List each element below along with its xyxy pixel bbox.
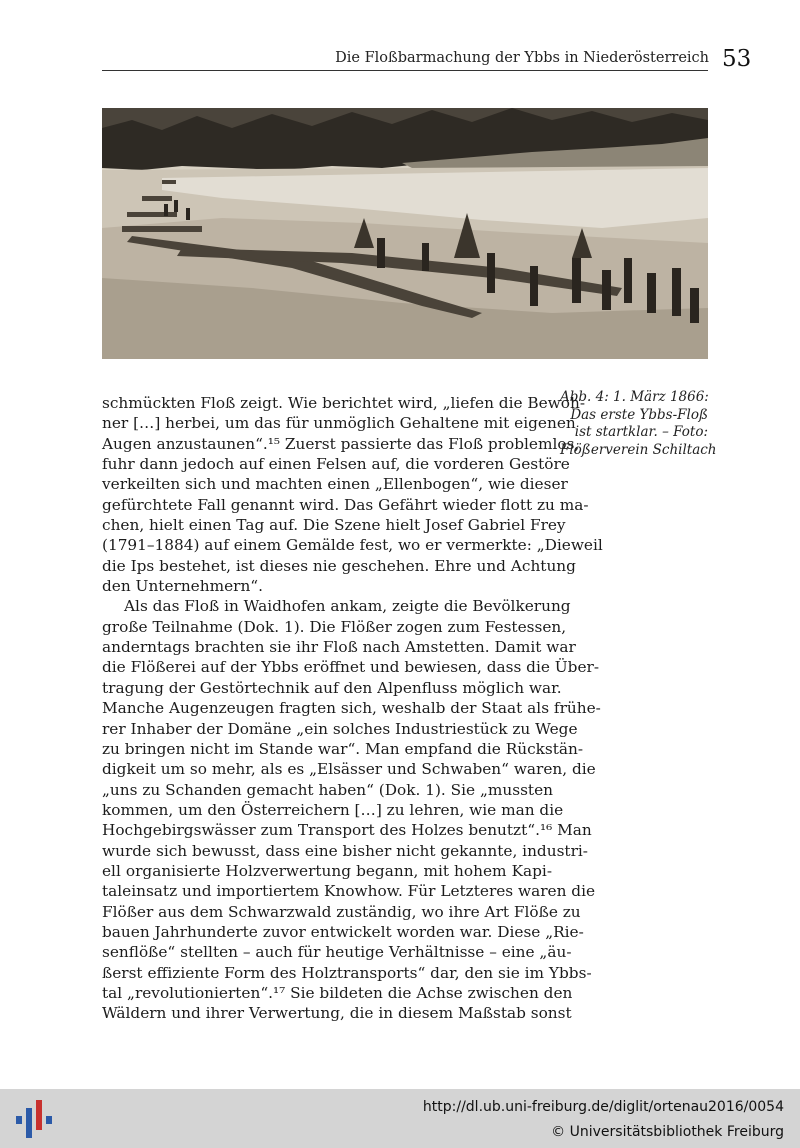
text-line: den Unternehmern“.	[102, 577, 263, 596]
caption-line: Abb. 4: 1. März 1866:	[560, 389, 709, 405]
body-text	[102, 393, 603, 1024]
text-line: digkeit um so mehr, als es „Elsässer und Schwaben“ waren, die	[102, 760, 596, 779]
text-line: ell organisierte Holzverwertung begann, mit hohem Kapi-	[102, 861, 552, 880]
caption-line: Flößerverein Schiltach	[560, 441, 717, 458]
text-line: zu bringen nicht im Stande war“. Man empfand die Rückstän-	[102, 739, 584, 758]
historical-raft-photo	[102, 108, 708, 359]
page-number: 53	[722, 46, 752, 72]
header-rule	[102, 70, 708, 71]
library-logo-icon	[14, 1100, 52, 1144]
text-line: „uns zu Schanden gemacht haben“ (Dok. 1). Sie „mussten	[102, 780, 553, 799]
text-line: tal „revolutionierten“.¹⁷ Sie bildeten die Achse zwischen den	[102, 983, 573, 1002]
text-line: verkeilten sich und machten einen „Ellenbogen“, wie dieser	[102, 475, 568, 494]
text-line: wurde sich bewusst, dass eine bisher nicht gekannte, industri-	[102, 841, 588, 860]
text-line: große Teilnahme (Dok. 1). Die Flößer zogen zum Festessen,	[102, 617, 567, 636]
text-line: ner […] herbei, um das für unmöglich Gehaltene mit eigenen	[102, 414, 576, 433]
text-line: die Ips bestehet, ist dieses nie geschehen. Ehre und Achtung	[102, 556, 576, 575]
text-line: die Flößerei auf der Ybbs eröffnet und bewiesen, dass die Über-	[102, 658, 599, 677]
footer-copyright: © Universitätsbibliothek Freiburg	[551, 1124, 784, 1140]
caption-line: Das erste Ybbs-Floß	[570, 406, 708, 423]
caption-line: ist startklar. – Foto:	[574, 424, 708, 440]
text-line: gefürchtete Fall genannt wird. Das Gefährt wieder flott zu ma-	[102, 495, 589, 514]
text-line: rer Inhaber der Domäne „ein solches Industriestück zu Wege	[102, 719, 578, 738]
text-line: ßerst effiziente Form des Holztransports“ dar, den sie im Ybbs-	[102, 963, 592, 982]
text-line: anderntags brachten sie ihr Floß nach Amstetten. Damit war	[102, 638, 576, 657]
text-line: taleinsatz und importiertem Knowhow. Für Letzteres waren die	[102, 882, 596, 901]
text-line: Manche Augenzeugen fragten sich, weshalb der Staat als frühe-	[102, 699, 601, 718]
text-line: chen, hielt einen Tag auf. Die Szene hielt Josef Gabriel Frey	[102, 516, 566, 535]
text-line: Als das Floß in Waidhofen ankam, zeigte die Bevölkerung	[124, 597, 571, 616]
footer-url-link[interactable]: http://dl.ub.uni-freiburg.de/diglit/ortenau2016/0054	[422, 1099, 784, 1115]
running-header-title: Die Floßbarmachung der Ybbs in Niederösterreich	[335, 50, 709, 66]
text-line: kommen, um den Österreichern […] zu lehren, wie man die	[102, 800, 564, 819]
text-line: senflöße“ stellten – auch für heutige Verhältnisse – eine „äu-	[102, 943, 572, 962]
text-line: fuhr dann jedoch auf einen Felsen auf, die vorderen Gestöre	[102, 455, 570, 474]
text-line: Hochgebirgswässer zum Transport des Holzes benutzt“.¹⁶ Man	[102, 821, 592, 840]
text-line: (1791–1884) auf einem Gemälde fest, wo er vermerkte: „Dieweil	[102, 536, 603, 555]
text-line: tragung der Gestörtechnik auf den Alpenfluss möglich war.	[102, 678, 562, 697]
text-line: bauen Jahrhunderte zuvor entwickelt worden war. Diese „Rie-	[102, 922, 584, 941]
text-line: Wäldern und ihrer Verwertung, die in diesem Maßstab sonst	[102, 1004, 572, 1023]
text-line: Flößer aus dem Schwarzwald zuständig, wo ihre Art Flöße zu	[102, 902, 581, 921]
text-line: schmückten Floß zeigt. Wie berichtet wird, „liefen die Bewoh-	[102, 394, 586, 412]
text-line: Augen anzustaunen“.¹⁵ Zuerst passierte das Floß problemlos,	[102, 434, 580, 453]
